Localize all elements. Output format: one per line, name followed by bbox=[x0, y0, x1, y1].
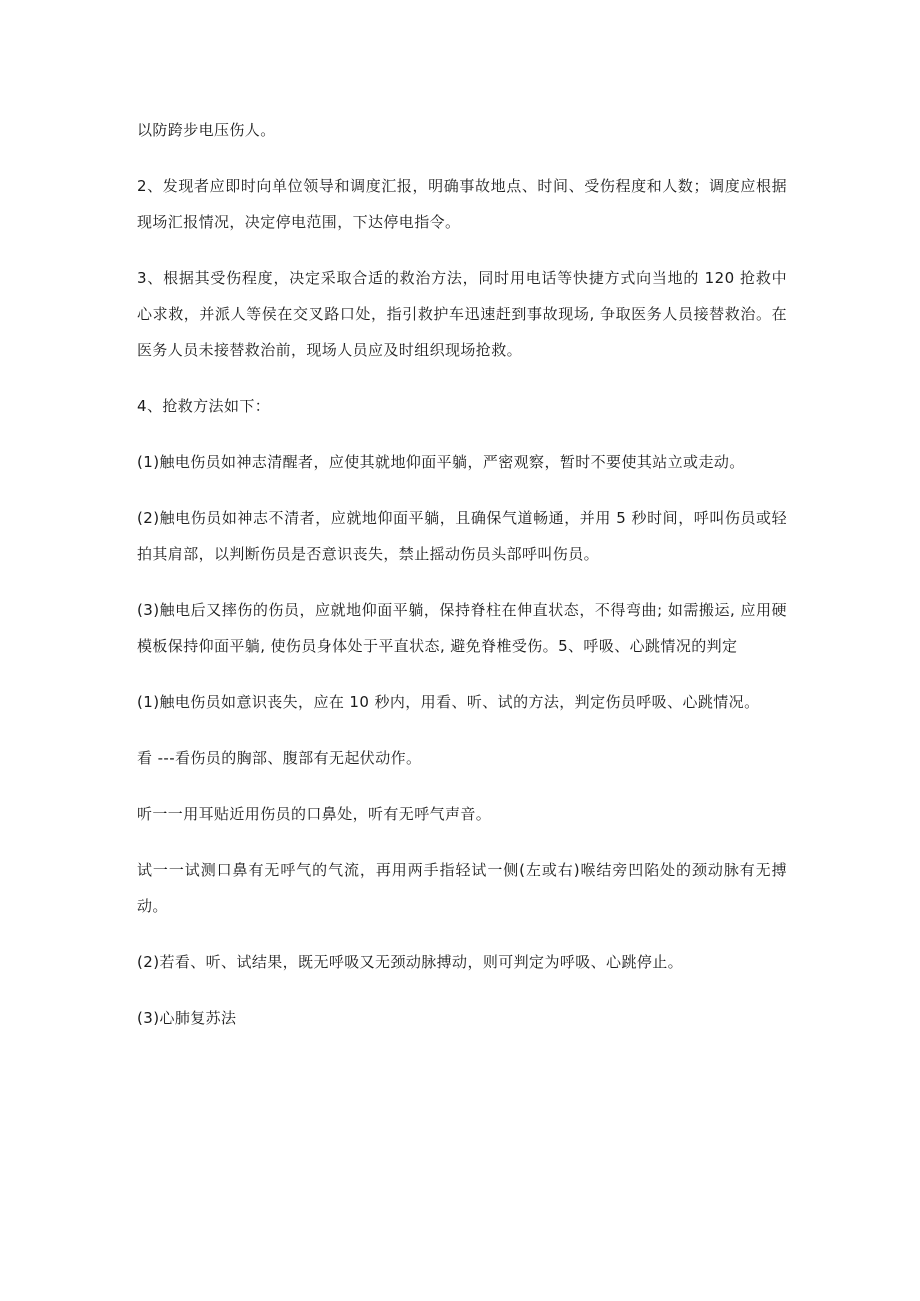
paragraph-step-voltage: 以防跨步电压伤人。 bbox=[137, 121, 276, 139]
paragraph-rescue-call: 3、根据其受伤程度，决定采取合适的救治方法，同时用电话等快捷方式向当地的 120 抢救中心求救，并派人等侯在交叉路口处，指引救护车迅速赶到事故现场, 争取医务人员接替救治。在医务人员未接替救治前，现场人员应及时组织现场抢救。 bbox=[137, 269, 787, 359]
paragraph-conscious: (1)触电伤员如神志清醒者，应使其就地仰面平躺，严密观察，暂时不要使其站立或走动。 bbox=[137, 453, 745, 471]
paragraph-cpr-heading: (3)心肺复苏法 bbox=[137, 1009, 237, 1027]
paragraph-test: 试一一试测口鼻有无呼气的气流，再用两手指轻试一侧(左或右)喉结旁凹陷处的颈动脉有无搏动。 bbox=[137, 861, 787, 915]
paragraph-listen: 听一一用耳贴近用伤员的口鼻处，听有无呼气声音。 bbox=[137, 805, 492, 823]
paragraph-report: 2、发现者应即时向单位领导和调度汇报，明确事故地点、时间、受伤程度和人数；调度应根据现场汇报情况，决定停电范围，下达停电指令。 bbox=[137, 177, 787, 231]
paragraph-result: (2)若看、听、试结果，既无呼吸又无颈动脉搏动，则可判定为呼吸、心跳停止。 bbox=[137, 953, 684, 971]
paragraph-look: 看 ---看伤员的胸部、腹部有无起伏动作。 bbox=[137, 749, 422, 767]
paragraph-judgement: (1)触电伤员如意识丧失，应在 10 秒内，用看、听、试的方法，判定伤员呼吸、心跳情况。 bbox=[137, 693, 760, 711]
paragraph-unconscious: (2)触电伤员如神志不清者，应就地仰面平躺，且确保气道畅通，并用 5 秒时间，呼叫伤员或轻拍其肩部，以判断伤员是否意识丧失，禁止摇动伤员头部呼叫伤员。 bbox=[137, 509, 787, 563]
paragraph-methods-heading: 4、抢救方法如下： bbox=[137, 397, 271, 415]
document-body bbox=[137, 112, 787, 1056]
paragraph-fall-injury: (3)触电后又摔伤的伤员，应就地仰面平躺，保持脊柱在伸直状态，不得弯曲; 如需搬运, 应用硬模板保持仰面平躺, 使伤员身体处于平直状态, 避免脊椎受伤。5、呼吸、心跳情况的判定 bbox=[137, 601, 787, 655]
